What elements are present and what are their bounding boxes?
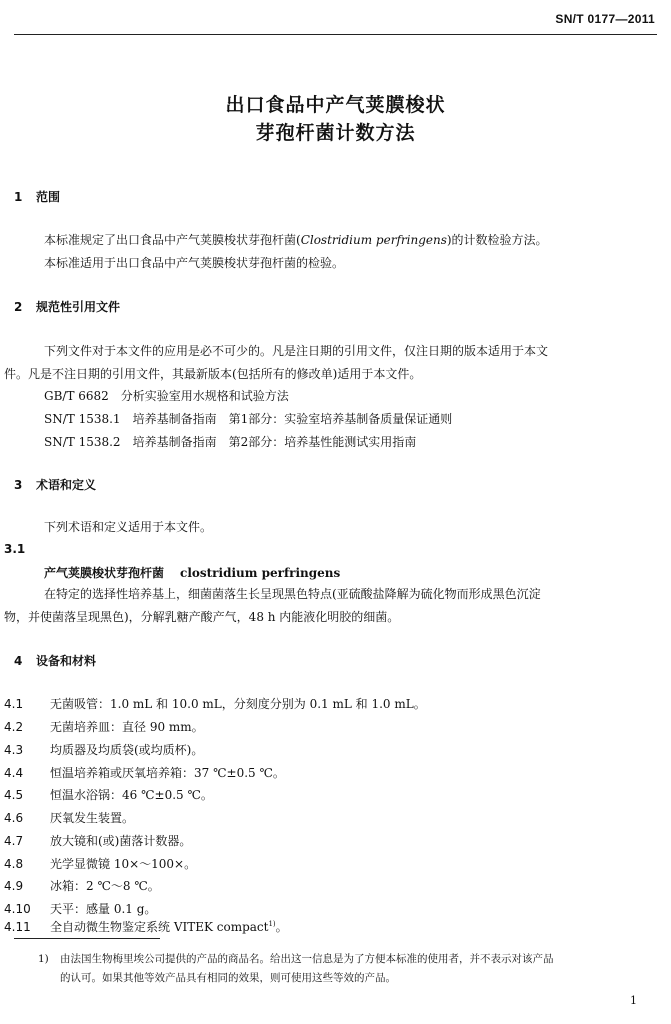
equipment-item: 4.7 放大镜和(或)菌落计数器。 <box>4 834 192 848</box>
equipment-item: 4.6 厌氧发生装置。 <box>4 811 135 825</box>
definition-line-2: 物，并使菌落呈现黑色)，分解乳糖产酸产气，48 h 内能液化明胶的细菌。 <box>4 610 400 624</box>
term-entry <box>44 564 340 581</box>
section-1-heading <box>14 188 60 205</box>
reference-item: SN/T 1538.1 培养基制备指南 第1部分：实验室培养基制备质量保证通则 <box>44 412 453 426</box>
latin-name: Clostridium perfringens <box>300 233 447 247</box>
title-line-1: 出口食品中产气荚膜梭状 <box>225 94 446 116</box>
term-chinese: 产气荚膜梭状芽孢杆菌 <box>44 566 165 580</box>
equipment-item: 4.10 天平：感量 0.1 g。 <box>4 902 157 916</box>
section-2-para-line-2: 件。凡是不注日期的引用文件，其最新版本(包括所有的修改单)适用于本文件。 <box>4 367 422 381</box>
subsection-number: 3.1 <box>4 542 26 556</box>
page-number: 1 <box>630 994 637 1007</box>
section-number: 2 <box>14 300 23 314</box>
equipment-item: 4.1 无菌吸管：1.0 mL 和 10.0 mL，分刻度分别为 0.1 mL 和 1.0 mL。 <box>4 697 426 711</box>
equipment-item: 4.4 恒温培养箱或厌氧培养箱：37 ℃±0.5 ℃。 <box>4 766 285 780</box>
section-title: 设备和材料 <box>36 654 97 668</box>
section-2-para-line-1: 下列文件对于本文件的应用是必不可少的。凡是注日期的引用文件，仅注日期的版本适用于本文 <box>44 344 549 358</box>
equipment-item: 4.5 恒温水浴锅：46 ℃±0.5 ℃。 <box>4 788 213 802</box>
header-rule <box>14 34 657 35</box>
reference-item: SN/T 1538.2 培养基制备指南 第2部分：培养基性能测试实用指南 <box>44 435 417 449</box>
section-1-para-2: 本标准适用于出口食品中产气荚膜梭状芽孢杆菌的检验。 <box>44 256 345 270</box>
footnote-ref: 1) <box>268 920 276 928</box>
section-title: 术语和定义 <box>36 478 97 492</box>
section-1-para-1: 本标准规定了出口食品中产气荚膜梭状芽孢杆菌(Clostridium perfringens)的计数检验方法。 <box>44 233 548 247</box>
title-line-2: 芽孢杆菌计数方法 <box>255 122 416 144</box>
footnote: 1) 由法国生物梅里埃公司提供的产品的商品名。给出这一信息是为了方便本标准的使用者，并不表示对该产品 的认可。如果其他等效产品具有相同的效果，则可使用这些等效的产品。 <box>38 950 658 988</box>
section-4-heading <box>14 652 96 669</box>
equipment-item: 4.11 全自动微生物鉴定系统 VITEK compact$^{1)}$。 <box>4 920 288 934</box>
section-title: 规范性引用文件 <box>36 300 121 314</box>
definition-line-1: 在特定的选择性培养基上，细菌菌落生长呈现黑色特点(亚硫酸盐降解为硫化物而形成黑色沉淀 <box>44 587 541 601</box>
reference-item: GB/T 6682 分析实验室用水规格和试验方法 <box>44 389 289 403</box>
section-3-intro: 下列术语和定义适用于本文件。 <box>44 520 213 534</box>
equipment-item: 4.2 无菌培养皿：直径 90 mm。 <box>4 720 204 734</box>
section-3-heading <box>14 476 96 493</box>
footnote-mark: 1) <box>38 953 49 965</box>
section-number: 3 <box>14 478 23 492</box>
section-number: 1 <box>14 190 23 204</box>
equipment-item: 4.9 冰箱：2 ℃～8 ℃。 <box>4 879 160 893</box>
section-2-heading <box>14 298 120 315</box>
equipment-item: 4.8 光学显微镜 10×～100×。 <box>4 857 197 871</box>
section-title: 范围 <box>36 190 61 204</box>
term-english: clostridium perfringens <box>180 566 341 580</box>
footnote-rule <box>14 938 160 939</box>
section-number: 4 <box>14 654 23 668</box>
equipment-item: 4.3 均质器及均质袋(或均质杯)。 <box>4 743 204 757</box>
standard-number: SN/T 0177—2011 <box>555 12 655 26</box>
